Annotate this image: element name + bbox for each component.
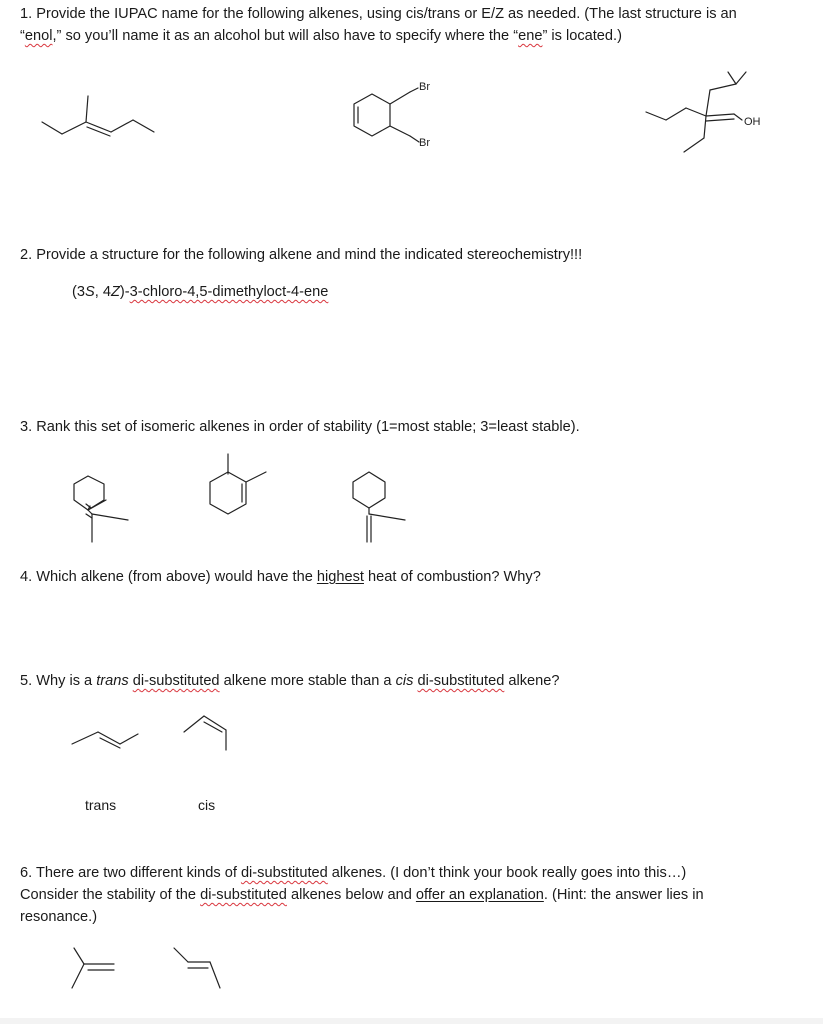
question-1 (20, 3, 810, 47)
double-bond-line (87, 127, 110, 136)
q5-structure-cis-alkene (178, 710, 248, 760)
bond (42, 122, 62, 134)
bond (706, 90, 710, 116)
caption-trans: trans (85, 797, 117, 813)
br-label-top: Br (419, 81, 430, 93)
bond (86, 96, 88, 122)
bond (92, 514, 128, 520)
question-6: 6. There are two different kinds of di-substituted alkenes. (I don’t think your book really goes into this…) Consider the stability of the di-substituted alkenes below and offer an explanation. (Hint: the answer lies in resonance.) (20, 865, 704, 925)
q5-structure-trans-alkene (66, 720, 146, 760)
double-bond-line (204, 722, 222, 732)
bond (706, 114, 734, 116)
bond (210, 962, 220, 988)
bond (62, 122, 86, 134)
question-5: 5. Why is a trans di-substituted alkene more stable than a cis di-substituted alkene? (20, 673, 560, 689)
oh-label: OH (744, 116, 761, 128)
bond (111, 120, 133, 132)
bond (184, 716, 204, 732)
bond (120, 734, 138, 744)
spellcheck-word: di-substituted (417, 673, 505, 689)
bond (86, 122, 111, 132)
page-bottom-edge (0, 1018, 823, 1024)
question-3: 3. Rank this set of isomeric alkenes in order of stability (1=most stable; 3=least stable). (20, 419, 580, 435)
bond (390, 126, 410, 136)
q1-text: ” is located.) (542, 28, 622, 44)
q1-line1: 1. Provide the IUPAC name for the following alkenes, using cis/trans or E/Z as needed. (The last structure is an (20, 6, 737, 22)
ring (74, 476, 104, 510)
underlined-highest: highest (316, 569, 364, 585)
bond (133, 120, 154, 132)
ring (210, 472, 246, 514)
bond (74, 948, 84, 964)
question-2: 2. Provide a structure for the following alkene and mind the indicated stereochemistry!!! (20, 247, 583, 263)
q3-structure-exocyclic-alkene (345, 466, 425, 546)
q1-text: “ (20, 28, 25, 44)
spellcheck-word: di-substituted (200, 887, 287, 903)
bond-to-br (410, 136, 419, 142)
bond (704, 116, 706, 138)
q2-compound-name: (3S, 4Z)-3-chloro-4,5-dimethyloct-4-ene (72, 284, 329, 300)
q1-structure-enol (642, 60, 782, 160)
q1-text: ,” so you’ll name it as an alcohol but will also have to specify where the “ (52, 28, 519, 44)
spellcheck-compound-name: 3-chloro-4,5-dimethyloct-4-ene (129, 284, 329, 300)
bond (646, 112, 666, 120)
spellcheck-word: di-substituted (132, 673, 220, 689)
bond-to-oh (734, 114, 742, 120)
bond (710, 84, 736, 90)
q3-structure-endocyclic-alkene (66, 470, 146, 550)
double-bond-line (706, 119, 734, 121)
q6-structure-geminal-alkene (60, 944, 130, 996)
bond (246, 472, 266, 482)
spellcheck-word-ene: ene (518, 28, 543, 44)
spellcheck-word-enol: enol (24, 28, 53, 44)
bond (88, 500, 106, 510)
q1-structure-cyclohexene-dibromo (346, 74, 456, 154)
bond (72, 732, 98, 744)
bond (88, 510, 92, 514)
q6-structure-vicinal-alkene (166, 944, 236, 996)
bond (686, 108, 706, 116)
q1-structure-alkene-1 (36, 82, 166, 142)
caption-cis: cis (198, 797, 216, 813)
bond (390, 92, 410, 104)
q3-structure-ring-alkene (198, 452, 278, 524)
bond (728, 72, 736, 84)
bond (666, 108, 686, 120)
br-label-bottom: Br (419, 137, 430, 149)
underlined-offer-an-explanation: offer an explanation (415, 887, 544, 903)
double-bond-line (86, 514, 92, 518)
bond-to-br (410, 88, 418, 92)
bond (72, 964, 84, 988)
bond (174, 948, 188, 962)
spellcheck-word: di-substituted (240, 865, 328, 881)
ring (354, 94, 390, 136)
question-4: 4. Which alkene (from above) would have the highest heat of combustion? Why? (20, 569, 541, 585)
bond (369, 514, 405, 520)
ring (353, 472, 385, 508)
bond (736, 72, 746, 84)
bond (684, 138, 704, 152)
